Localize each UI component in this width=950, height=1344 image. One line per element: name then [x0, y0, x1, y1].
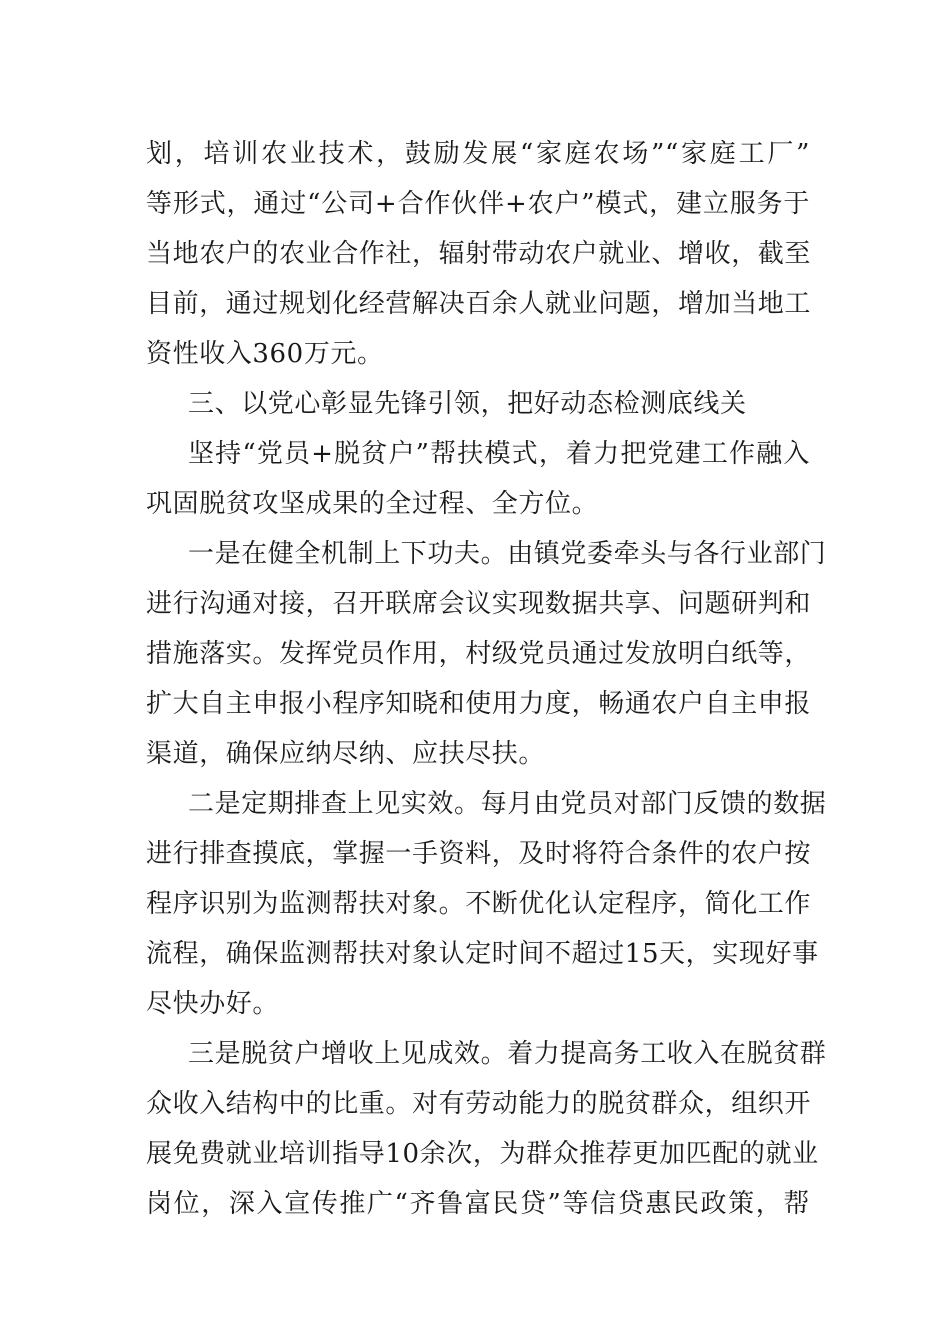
text-line: 三是脱贫户增收上见成效。着力提高务工收入在脱贫群 — [188, 1039, 827, 1069]
text-line: 展免费就业培训指导10余次，为群众推荐更加匹配的就业 — [146, 1139, 819, 1169]
section-heading: 三、以党心彰显先锋引领，把好动态检测底线关 — [188, 389, 747, 419]
text-line: 进行沟通对接，召开联席会议实现数据共享、问题研判和 — [146, 589, 812, 619]
text-line: 坚持“党员+脱贫户”帮扶模式，着力把党建工作融入 — [188, 439, 810, 469]
text-line: 一是在健全机制上下功夫。由镇党委牵头与各行业部门 — [188, 539, 827, 569]
text-line: 众收入结构中的比重。对有劳动能力的脱贫群众，组织开 — [146, 1089, 812, 1119]
text-line: 资性收入360万元。 — [146, 339, 384, 369]
text-line: 当地农户的农业合作社，辐射带动农户就业、增收，截至 — [146, 239, 812, 269]
text-line: 渠道，确保应纳尽纳、应扶尽扶。 — [146, 739, 546, 769]
text-line: 二是定期排查上见实效。每月由党员对部门反馈的数据 — [188, 789, 827, 819]
text-line: 岗位，深入宣传推广“齐鲁富民贷”等信贷惠民政策，帮 — [146, 1189, 810, 1219]
text-line: 措施落实。发挥党员作用，村级党员通过发放明白纸等， — [146, 639, 812, 669]
text-line: 扩大自主申报小程序知晓和使用力度，畅通农户自主申报 — [146, 689, 812, 719]
text-line: 程序识别为监测帮扶对象。不断优化认定程序，简化工作 — [146, 889, 812, 919]
text-line: 进行排查摸底，掌握一手资料，及时将符合条件的农户按 — [146, 839, 812, 869]
text-line: 流程，确保监测帮扶对象认定时间不超过15天，实现好事 — [146, 939, 819, 969]
text-line: 尽快办好。 — [146, 989, 280, 1019]
text-line: 目前，通过规划化经营解决百余人就业问题，增加当地工 — [146, 289, 812, 319]
text-line: 划，培训农业技术，鼓励发展“家庭农场”“家庭工厂” — [146, 139, 810, 169]
text-line: 巩固脱贫攻坚成果的全过程、全方位。 — [146, 489, 599, 519]
text-line: 等形式，通过“公司+合作伙伴+农户”模式，建立服务于 — [146, 189, 810, 219]
